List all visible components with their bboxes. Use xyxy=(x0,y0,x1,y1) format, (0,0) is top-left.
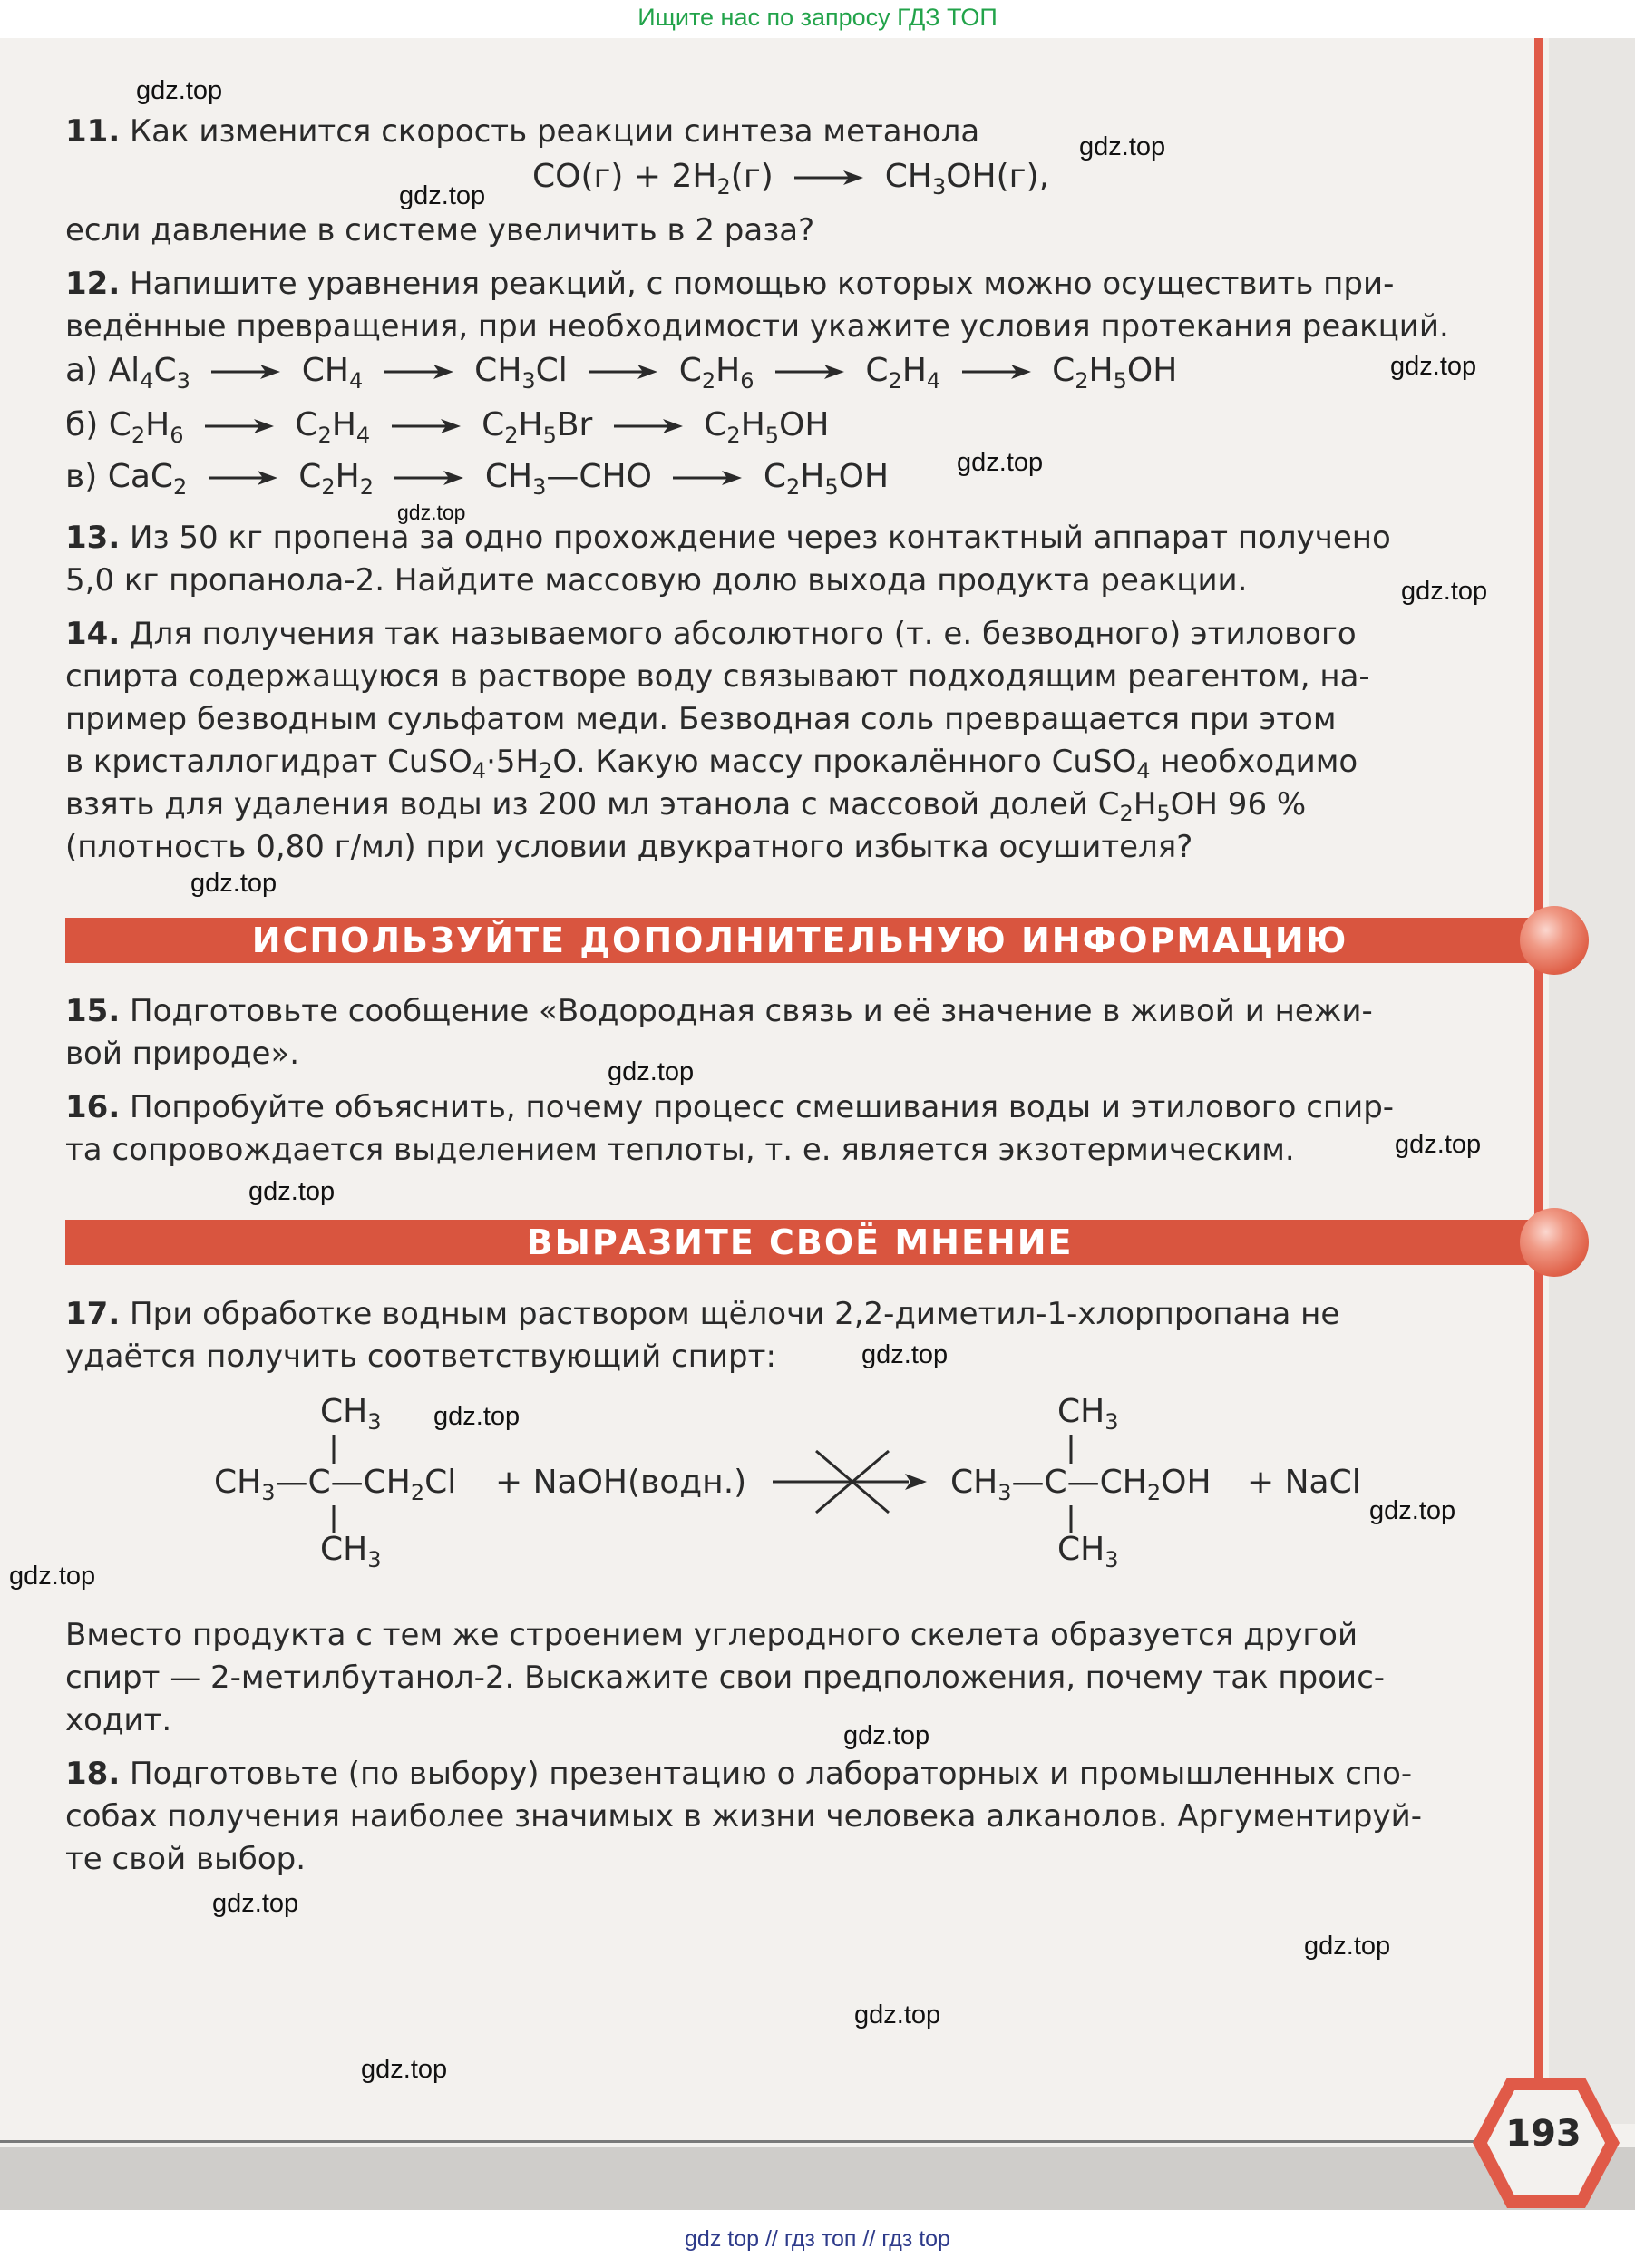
page-right-shade xyxy=(1549,38,1635,2124)
banner-ball-icon xyxy=(1520,906,1589,975)
watermark: gdz.top xyxy=(190,869,277,898)
watermark: gdz.top xyxy=(861,1340,949,1369)
product-tail-text: + NaCl xyxy=(1247,1464,1361,1501)
bond-line-icon xyxy=(332,1505,336,1533)
task-number: 11. xyxy=(65,113,121,150)
watermark: gdz.top xyxy=(136,76,223,105)
reaction-arrow-icon xyxy=(587,363,659,381)
chain-c: в) CaC$_2$ $C_2H_2$ $CH_3—CHO$ $C_2H_5OH$ xyxy=(65,458,890,500)
task-11-continuation: если давление в системе увеличить в 2 раза? xyxy=(65,212,815,248)
watermark: gdz.top xyxy=(433,1402,521,1431)
task-14: 14. Для получения так называемого абсолютного (т. е. безводного) этилового спирта содержащуюся в растворе воду связывают подходящим реагентом, на- пример безводным сульфатом меди. Безводная соль превращается при этом в кристаллогидрат $CuSO_4\cdot 5H_2O$. Какую массу прокалённого CuSO$_4$ необходимо взять для удаления воды из 200 мл этанола с массовой долей $C_2H_5OH$ 96 % (плотность 0,80 г/мл) при условии двукратного избытка осушителя? xyxy=(65,616,1370,865)
watermark: gdz.top xyxy=(843,1721,930,1750)
bottom-band xyxy=(0,2147,1635,2210)
top-watermark[interactable]: Ищите нас по запросу ГДЗ ТОП xyxy=(637,4,998,31)
task-12: 12. Напишите уравнения реакций, с помощью которых можно осуществить при- ведённые превращения, при необходимости укажите условия протекания реакций. xyxy=(65,266,1449,345)
reaction-arrow-icon xyxy=(612,417,685,435)
bond-line-icon xyxy=(332,1435,336,1464)
task-17-continuation: Вместо продукта с тем же строением углеродного скелета образуется другой спирт — 2-метилбутанол-2. Выскажите свои предположения, почему так проис- ходит. xyxy=(65,1617,1386,1738)
watermark: gdz.top xyxy=(1304,1932,1391,1961)
watermark: gdz.top xyxy=(9,1562,96,1591)
methanol-equation: $CO(г) + 2H_2(г)$ $CH_3OH(г)$, xyxy=(532,158,1050,200)
reagent-text: + NaOH(водн.) xyxy=(495,1464,747,1501)
task-text: Как изменится скорость реакции синтеза метанола xyxy=(130,113,980,150)
watermark: gdz.top xyxy=(1401,577,1488,606)
reaction-arrow-icon xyxy=(383,363,455,381)
bond-line-icon xyxy=(1069,1435,1073,1464)
chain-a: а) $Al_4C_3$ $CH_4$ $CH_3Cl$ $C_2H_6$ $C_2H_4$ $C_2H_5OH$ xyxy=(65,352,1178,394)
task-18: 18. Подготовьте (по выбору) презентацию о лабораторных и промышленных спо- собах получения наиболее значимых в жизни человека алканолов. Аргументируй- те свой выбор. xyxy=(65,1756,1422,1877)
watermark: gdz.top xyxy=(1369,1496,1456,1525)
bottom-divider xyxy=(0,2140,1487,2143)
reaction-arrow-icon xyxy=(209,363,282,381)
bottom-watermark[interactable]: gdz top // гдз топ // гдз top xyxy=(685,2226,950,2252)
reaction-arrow-icon xyxy=(207,469,279,487)
watermark: gdz.top xyxy=(399,181,486,210)
watermark: gdz.top xyxy=(361,2055,448,2084)
banner-ball-icon xyxy=(1520,1208,1589,1277)
reaction-arrow-icon xyxy=(393,469,465,487)
task-17: 17. При обработке водным раствором щёлочи 2,2-диметил-1-хлорпропана не удаётся получить соответствующий спирт: xyxy=(65,1296,1340,1375)
watermark: gdz.top xyxy=(1395,1130,1482,1159)
watermark: gdz.top xyxy=(397,501,466,524)
section-banner-title: ИСПОЛЬЗУЙТЕ ДОПОЛНИТЕЛЬНУЮ ИНФОРМАЦИЮ xyxy=(251,920,1348,960)
chain-b: б) $C_2H_6$ $C_2H_4$ $C_2H_5Br$ $C_2H_5OH$ xyxy=(65,406,830,448)
bond-line-icon xyxy=(1069,1505,1073,1533)
watermark: gdz.top xyxy=(854,2000,941,2030)
reaction-arrow-icon xyxy=(960,363,1033,381)
watermark: gdz.top xyxy=(957,448,1044,477)
task-15: 15. Подготовьте сообщение «Водородная связь и её значение в живой и нежи- вой природе». xyxy=(65,993,1373,1072)
task-13: 13. Из 50 кг пропена за одно прохождение через контактный аппарат получено 5,0 кг пропанола-2. Найдите массовую долю выхода продукта реакции. xyxy=(65,520,1391,599)
reaction-arrow-icon xyxy=(671,469,744,487)
reaction-arrow-icon xyxy=(203,417,276,435)
reaction-arrow-icon xyxy=(774,363,846,381)
reaction-arrow-icon xyxy=(390,417,462,435)
watermark: gdz.top xyxy=(1390,352,1477,381)
page-number: 193 xyxy=(1505,2113,1581,2155)
task-16: 16. Попробуйте объяснить, почему процесс смешивания воды и этилового спир- та сопровождается выделением теплоты, т. е. является экзотермическим. xyxy=(65,1089,1395,1168)
task-11 xyxy=(65,111,1507,153)
watermark: gdz.top xyxy=(248,1177,336,1206)
watermark: gdz.top xyxy=(608,1057,695,1086)
reaction-arrow-icon xyxy=(793,169,865,187)
watermark: gdz.top xyxy=(212,1889,299,1918)
crossed-arrow-icon xyxy=(771,1447,929,1516)
watermark: gdz.top xyxy=(1079,132,1166,161)
red-margin-line xyxy=(1534,38,1543,2092)
section-banner-title: ВЫРАЗИТЕ СВОЁ МНЕНИЕ xyxy=(526,1222,1074,1262)
